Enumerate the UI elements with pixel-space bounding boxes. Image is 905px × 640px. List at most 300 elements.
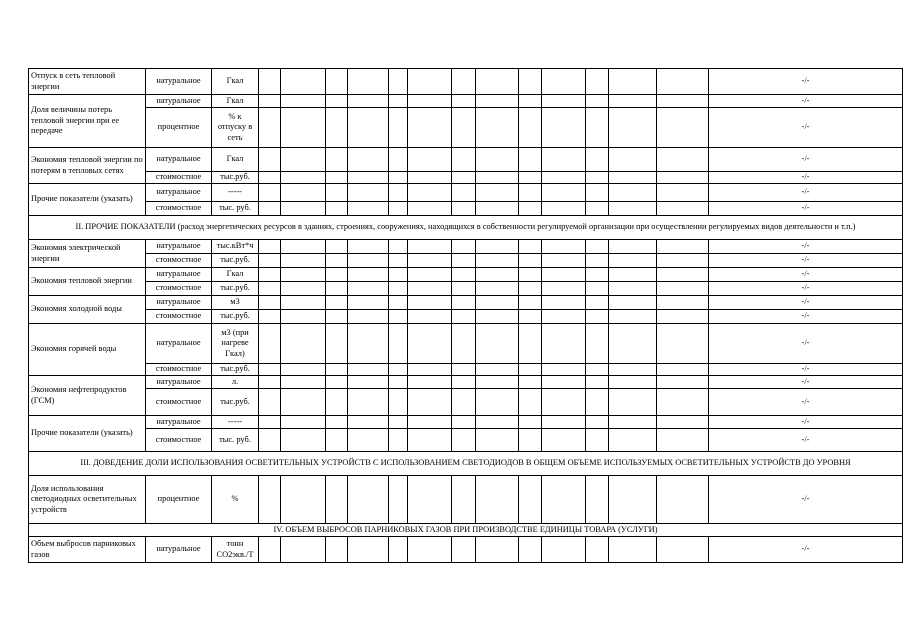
total-cell: -/- (709, 282, 903, 296)
value-cell (452, 389, 476, 416)
value-cell (476, 310, 519, 324)
value-cell (452, 296, 476, 310)
value-cell (389, 240, 408, 254)
value-cell (609, 389, 657, 416)
indicator-type: натуральное (146, 324, 212, 364)
table-row (29, 148, 903, 172)
value-cell (542, 108, 586, 148)
value-cell (389, 254, 408, 268)
total-cell: -/- (709, 69, 903, 95)
value-cell (476, 416, 519, 429)
value-cell (452, 254, 476, 268)
value-cell (476, 95, 519, 108)
value-cell (326, 429, 348, 452)
indicator-type: натуральное (146, 240, 212, 254)
value-cell (259, 296, 281, 310)
indicator-name: Прочие показатели (указать) (29, 416, 146, 452)
value-cell (281, 184, 326, 202)
indicator-type: натуральное (146, 95, 212, 108)
value-cell (657, 240, 709, 254)
indicator-type: стоимостное (146, 364, 212, 376)
table-row (29, 324, 903, 364)
value-cell (542, 282, 586, 296)
value-cell (519, 429, 542, 452)
value-cell (609, 416, 657, 429)
value-cell (326, 184, 348, 202)
value-cell (326, 268, 348, 282)
value-cell (389, 537, 408, 563)
value-cell (452, 476, 476, 524)
value-cell (281, 389, 326, 416)
value-cell (408, 537, 452, 563)
value-cell (259, 268, 281, 282)
value-cell (408, 324, 452, 364)
value-cell (408, 376, 452, 389)
value-cell (657, 282, 709, 296)
value-cell (657, 268, 709, 282)
value-cell (452, 310, 476, 324)
section-header: III. ДОВЕДЕНИЕ ДОЛИ ИСПОЛЬЗОВАНИЯ ОСВЕТИТЕЛЬНЫХ УСТРОЙСТВ С ИСПОЛЬЗОВАНИЕМ СВЕТОДИОДОВ В ОБЩЕМ ОБЪЕМЕ ИСПОЛЬЗУЕМЫХ ОСВЕТИТЕЛЬНЫХ УСТРОЙСТВ ДО УРОВНЯ (29, 452, 903, 476)
value-cell (476, 202, 519, 216)
value-cell (281, 324, 326, 364)
unit-cell: Гкал (212, 268, 259, 282)
table-row (29, 282, 903, 296)
value-cell (452, 202, 476, 216)
indicator-type: стоимостное (146, 389, 212, 416)
table-row (29, 268, 903, 282)
value-cell (542, 389, 586, 416)
value-cell (476, 240, 519, 254)
value-cell (259, 240, 281, 254)
unit-cell: ----- (212, 184, 259, 202)
value-cell (408, 202, 452, 216)
table-row (29, 476, 903, 524)
value-cell (408, 296, 452, 310)
indicator-name: Отпуск в сеть тепловой энергии (29, 69, 146, 95)
value-cell (326, 254, 348, 268)
unit-cell: м3 (при нагреве Гкал) (212, 324, 259, 364)
value-cell (452, 268, 476, 282)
total-cell: -/- (709, 476, 903, 524)
indicator-type: натуральное (146, 69, 212, 95)
value-cell (586, 148, 609, 172)
unit-cell: м3 (212, 296, 259, 310)
value-cell (609, 240, 657, 254)
total-cell: -/- (709, 240, 903, 254)
indicator-type: стоимостное (146, 202, 212, 216)
value-cell (326, 476, 348, 524)
value-cell (519, 69, 542, 95)
value-cell (326, 376, 348, 389)
value-cell (326, 202, 348, 216)
indicator-name: Экономия электрической энергии (29, 240, 146, 268)
value-cell (348, 364, 389, 376)
total-cell: -/- (709, 172, 903, 184)
value-cell (519, 324, 542, 364)
table-row (29, 240, 903, 254)
value-cell (389, 429, 408, 452)
total-cell: -/- (709, 268, 903, 282)
indicator-name: Экономия горячей воды (29, 324, 146, 376)
value-cell (326, 324, 348, 364)
value-cell (586, 310, 609, 324)
value-cell (476, 184, 519, 202)
value-cell (586, 202, 609, 216)
value-cell (586, 364, 609, 376)
value-cell (542, 364, 586, 376)
value-cell (348, 310, 389, 324)
value-cell (657, 172, 709, 184)
value-cell (476, 376, 519, 389)
value-cell (519, 95, 542, 108)
total-cell: -/- (709, 296, 903, 310)
value-cell (657, 416, 709, 429)
value-cell (476, 537, 519, 563)
value-cell (408, 69, 452, 95)
indicator-type: процентное (146, 476, 212, 524)
total-cell: -/- (709, 537, 903, 563)
value-cell (348, 296, 389, 310)
value-cell (281, 240, 326, 254)
value-cell (542, 296, 586, 310)
value-cell (657, 310, 709, 324)
value-cell (348, 202, 389, 216)
value-cell (657, 376, 709, 389)
value-cell (519, 296, 542, 310)
section-row (29, 216, 903, 240)
value-cell (348, 389, 389, 416)
table-row (29, 429, 903, 452)
value-cell (452, 416, 476, 429)
value-cell (259, 172, 281, 184)
value-cell (408, 240, 452, 254)
value-cell (408, 268, 452, 282)
value-cell (259, 310, 281, 324)
value-cell (542, 416, 586, 429)
value-cell (281, 537, 326, 563)
total-cell: -/- (709, 184, 903, 202)
value-cell (326, 389, 348, 416)
total-cell: -/- (709, 389, 903, 416)
value-cell (408, 148, 452, 172)
total-cell: -/- (709, 95, 903, 108)
value-cell (519, 389, 542, 416)
indicator-type: стоимостное (146, 310, 212, 324)
unit-cell: % к отпуску в сеть (212, 108, 259, 148)
value-cell (586, 389, 609, 416)
value-cell (542, 172, 586, 184)
indicator-type: стоимостное (146, 429, 212, 452)
indicator-name: Объем выбросов парниковых газов (29, 537, 146, 563)
table-row (29, 537, 903, 563)
value-cell (609, 202, 657, 216)
value-cell (389, 296, 408, 310)
value-cell (609, 268, 657, 282)
value-cell (519, 202, 542, 216)
value-cell (326, 416, 348, 429)
table-row (29, 108, 903, 148)
value-cell (348, 108, 389, 148)
value-cell (609, 69, 657, 95)
value-cell (389, 376, 408, 389)
value-cell (389, 184, 408, 202)
value-cell (408, 282, 452, 296)
unit-cell: % (212, 476, 259, 524)
value-cell (519, 172, 542, 184)
value-cell (389, 95, 408, 108)
value-cell (389, 69, 408, 95)
value-cell (476, 282, 519, 296)
value-cell (326, 108, 348, 148)
unit-cell: тыс. руб. (212, 202, 259, 216)
unit-cell: тыс.руб. (212, 310, 259, 324)
value-cell (281, 268, 326, 282)
value-cell (476, 69, 519, 95)
indicators-table (28, 68, 903, 563)
section-header: IV. ОБЪЕМ ВЫБРОСОВ ПАРНИКОВЫХ ГАЗОВ ПРИ ПРОИЗВОДСТВЕ ЕДИНИЦЫ ТОВАРА (УСЛУГИ) (29, 524, 903, 537)
value-cell (259, 69, 281, 95)
unit-cell: тыс.кВт*ч (212, 240, 259, 254)
value-cell (657, 108, 709, 148)
value-cell (259, 254, 281, 268)
value-cell (281, 108, 326, 148)
indicator-type: натуральное (146, 268, 212, 282)
value-cell (657, 254, 709, 268)
indicator-type: стоимостное (146, 172, 212, 184)
unit-cell: л. (212, 376, 259, 389)
value-cell (609, 254, 657, 268)
value-cell (542, 184, 586, 202)
value-cell (389, 389, 408, 416)
value-cell (519, 376, 542, 389)
value-cell (408, 95, 452, 108)
value-cell (326, 537, 348, 563)
table-row (29, 254, 903, 268)
section-row (29, 524, 903, 537)
value-cell (389, 310, 408, 324)
value-cell (609, 324, 657, 364)
unit-cell: тыс.руб. (212, 389, 259, 416)
value-cell (519, 240, 542, 254)
value-cell (657, 296, 709, 310)
indicator-type: стоимостное (146, 282, 212, 296)
value-cell (476, 268, 519, 282)
value-cell (586, 537, 609, 563)
value-cell (519, 416, 542, 429)
value-cell (389, 416, 408, 429)
indicator-name: Доля использования светодиодных осветительных устройств (29, 476, 146, 524)
value-cell (348, 254, 389, 268)
unit-cell: тыс.руб. (212, 282, 259, 296)
unit-cell: Гкал (212, 95, 259, 108)
indicator-name: Прочие показатели (указать) (29, 184, 146, 216)
value-cell (259, 95, 281, 108)
value-cell (519, 268, 542, 282)
indicator-name: Экономия нефтепродуктов (ГСМ) (29, 376, 146, 416)
value-cell (657, 537, 709, 563)
value-cell (586, 254, 609, 268)
value-cell (326, 282, 348, 296)
value-cell (348, 429, 389, 452)
value-cell (586, 69, 609, 95)
total-cell: -/- (709, 324, 903, 364)
value-cell (348, 240, 389, 254)
value-cell (586, 416, 609, 429)
value-cell (348, 69, 389, 95)
value-cell (389, 108, 408, 148)
unit-cell: Гкал (212, 148, 259, 172)
value-cell (657, 148, 709, 172)
value-cell (348, 416, 389, 429)
value-cell (259, 184, 281, 202)
value-cell (452, 324, 476, 364)
value-cell (348, 476, 389, 524)
value-cell (348, 172, 389, 184)
value-cell (476, 476, 519, 524)
value-cell (657, 364, 709, 376)
table-row (29, 95, 903, 108)
value-cell (542, 476, 586, 524)
value-cell (609, 184, 657, 202)
value-cell (452, 172, 476, 184)
value-cell (476, 429, 519, 452)
value-cell (452, 184, 476, 202)
value-cell (586, 282, 609, 296)
value-cell (657, 476, 709, 524)
value-cell (408, 364, 452, 376)
value-cell (259, 416, 281, 429)
value-cell (281, 416, 326, 429)
value-cell (259, 324, 281, 364)
table-row (29, 376, 903, 389)
total-cell: -/- (709, 376, 903, 389)
table-row (29, 389, 903, 416)
value-cell (519, 254, 542, 268)
table-row (29, 296, 903, 310)
value-cell (657, 202, 709, 216)
value-cell (609, 172, 657, 184)
value-cell (657, 184, 709, 202)
value-cell (542, 202, 586, 216)
value-cell (452, 376, 476, 389)
table-row (29, 416, 903, 429)
value-cell (281, 172, 326, 184)
value-cell (389, 476, 408, 524)
value-cell (609, 364, 657, 376)
indicator-type: натуральное (146, 148, 212, 172)
value-cell (326, 296, 348, 310)
unit-cell: тыс. руб. (212, 429, 259, 452)
value-cell (281, 282, 326, 296)
indicator-type: натуральное (146, 537, 212, 563)
value-cell (452, 282, 476, 296)
value-cell (281, 69, 326, 95)
value-cell (657, 389, 709, 416)
value-cell (408, 310, 452, 324)
value-cell (408, 184, 452, 202)
section-row (29, 452, 903, 476)
value-cell (408, 254, 452, 268)
value-cell (348, 376, 389, 389)
total-cell: -/- (709, 310, 903, 324)
value-cell (542, 69, 586, 95)
value-cell (586, 240, 609, 254)
value-cell (609, 108, 657, 148)
value-cell (542, 429, 586, 452)
value-cell (452, 108, 476, 148)
table-row (29, 69, 903, 95)
value-cell (586, 324, 609, 364)
value-cell (519, 537, 542, 563)
value-cell (609, 476, 657, 524)
value-cell (259, 364, 281, 376)
indicator-type: натуральное (146, 416, 212, 429)
value-cell (586, 476, 609, 524)
value-cell (389, 282, 408, 296)
value-cell (348, 324, 389, 364)
value-cell (586, 296, 609, 310)
value-cell (586, 268, 609, 282)
value-cell (259, 376, 281, 389)
value-cell (586, 184, 609, 202)
value-cell (281, 95, 326, 108)
indicator-type: натуральное (146, 296, 212, 310)
value-cell (542, 268, 586, 282)
value-cell (586, 95, 609, 108)
value-cell (389, 202, 408, 216)
value-cell (519, 282, 542, 296)
value-cell (408, 172, 452, 184)
value-cell (326, 172, 348, 184)
value-cell (281, 376, 326, 389)
value-cell (281, 364, 326, 376)
value-cell (542, 148, 586, 172)
value-cell (476, 324, 519, 364)
table-row (29, 184, 903, 202)
value-cell (452, 364, 476, 376)
value-cell (326, 364, 348, 376)
value-cell (609, 296, 657, 310)
value-cell (281, 310, 326, 324)
value-cell (281, 429, 326, 452)
value-cell (281, 254, 326, 268)
value-cell (542, 95, 586, 108)
value-cell (281, 148, 326, 172)
total-cell: -/- (709, 429, 903, 452)
total-cell: -/- (709, 416, 903, 429)
value-cell (476, 389, 519, 416)
indicator-name: Экономия холодной воды (29, 296, 146, 324)
indicator-name: Экономия тепловой энергии по потерям в тепловых сетях (29, 148, 146, 184)
value-cell (542, 537, 586, 563)
value-cell (452, 148, 476, 172)
value-cell (586, 172, 609, 184)
value-cell (389, 268, 408, 282)
value-cell (519, 364, 542, 376)
value-cell (476, 148, 519, 172)
indicator-type: стоимостное (146, 254, 212, 268)
value-cell (348, 184, 389, 202)
unit-cell: Гкал (212, 69, 259, 95)
indicator-type: натуральное (146, 184, 212, 202)
unit-cell: тонн CO2экв./Т (212, 537, 259, 563)
value-cell (389, 148, 408, 172)
table-row (29, 364, 903, 376)
value-cell (542, 310, 586, 324)
value-cell (476, 172, 519, 184)
value-cell (389, 364, 408, 376)
value-cell (476, 108, 519, 148)
